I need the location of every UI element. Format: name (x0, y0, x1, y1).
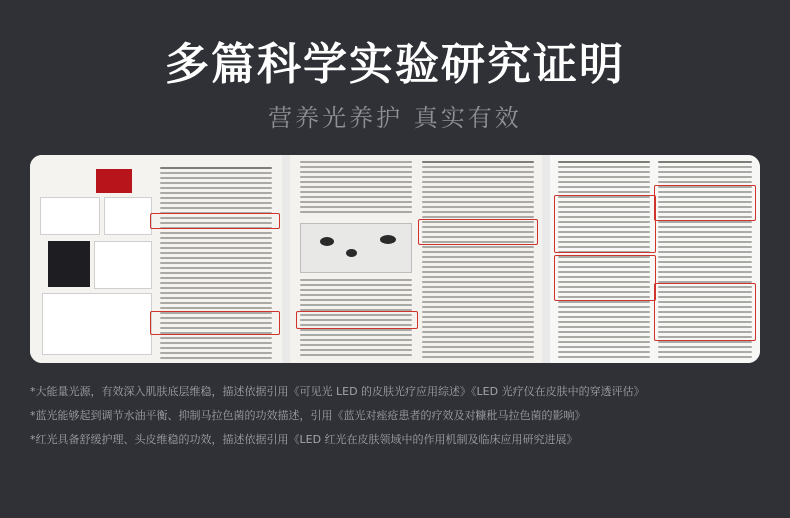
subheadline: 营养光养护 真实有效 (268, 104, 522, 132)
microscope-cell (320, 237, 334, 246)
highlight-box (654, 283, 756, 341)
highlight-box (418, 219, 538, 245)
research-paper-image-1 (30, 155, 282, 363)
citation-note-1: *大能量光源，有效深入肌肤底层维稳，描述依据引用《可见光 LED 的皮肤光疗应用综述》《LED 光疗仪在皮肤中的穿透评估》 (30, 385, 645, 398)
highlight-box (554, 255, 656, 301)
highlight-box (554, 195, 656, 253)
figure (94, 241, 152, 289)
microscope-image (300, 223, 412, 273)
dark-photo (48, 241, 90, 287)
microscope-cell (346, 249, 357, 257)
citation-note-3: *红光具备舒缓护理、头皮维稳的功效，描述依据引用《LED 红光在皮肤领域中的作用机制及临床应用研究进展》 (30, 433, 578, 446)
highlight-box (654, 185, 756, 221)
research-paper-image-2 (290, 155, 542, 363)
highlight-box (150, 213, 280, 229)
red-light-photo (96, 169, 132, 193)
research-papers-panel (30, 155, 760, 363)
highlight-box (296, 311, 418, 329)
figure (40, 197, 100, 235)
microscope-cell (380, 235, 396, 244)
citation-notes (30, 380, 770, 452)
chart-figure (42, 293, 152, 355)
citation-note-2: *蓝光能够起到调节水油平衡、抑制马拉色菌的功效描述，引用《蓝光对痤疮患者的疗效及对糠秕马拉色菌的影响》 (30, 409, 586, 422)
highlight-box (150, 311, 280, 335)
figure (104, 197, 152, 235)
research-paper-image-3 (550, 155, 760, 363)
headline: 多篇科学实验研究证明 (165, 39, 625, 90)
